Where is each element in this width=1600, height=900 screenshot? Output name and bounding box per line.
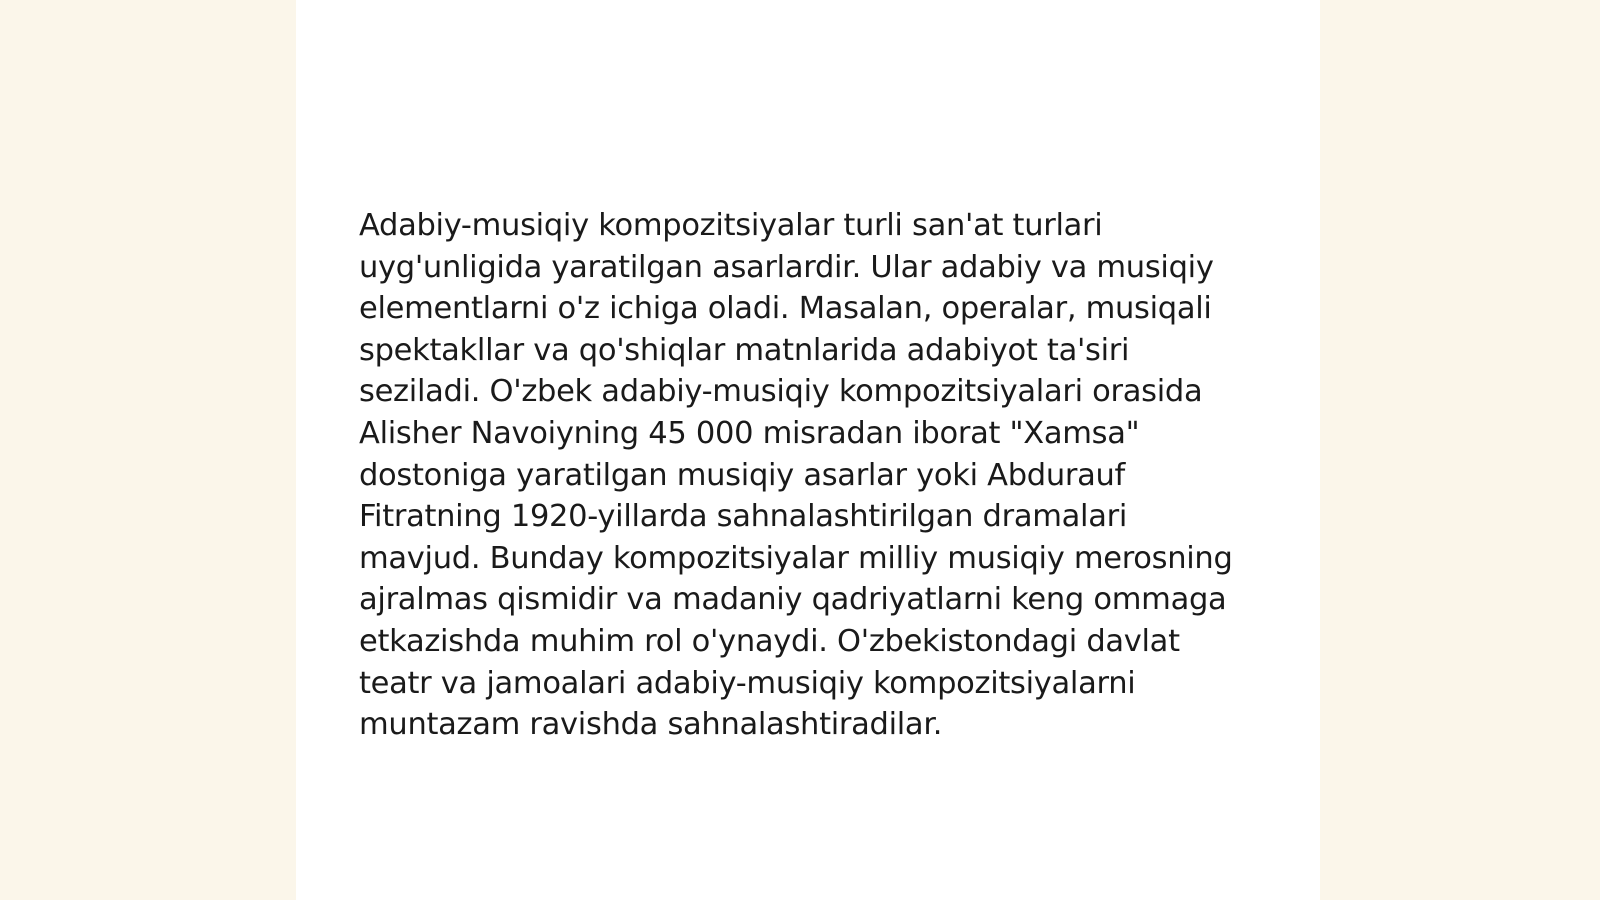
body-paragraph: Adabiy-musiqiy kompozitsiyalar turli san'at turlari uyg'unligida yaratilgan asarlardir. Ular adabiy va musiqiy elementlarni o'z ichiga oladi. Masalan, operalar, musiqali spektakllar va qo'shiqlar matnlarida adabiyot ta'siri seziladi. O'zbek adabiy-musiqiy kompozitsiyalari orasida Alisher Navoiyning 45 000 misradan iborat "Xamsa" dostoniga yaratilgan musiqiy asarlar yoki Abdurauf Fitratning 1920-yillarda sahnalashtirilgan dramalari mavjud. Bunday kompozitsiyalar milliy musiqiy merosning ajralmas qismidir va madaniy qadriyatlarni keng ommaga etkazishda muhim rol o'ynaydi. O'zbekistondagi davlat teatr va jamoalari adabiy-musiqiy kompozitsiyalarni muntazam ravishda sahnalashtiradilar. (359, 208, 1233, 743)
document-page (296, 0, 1320, 900)
